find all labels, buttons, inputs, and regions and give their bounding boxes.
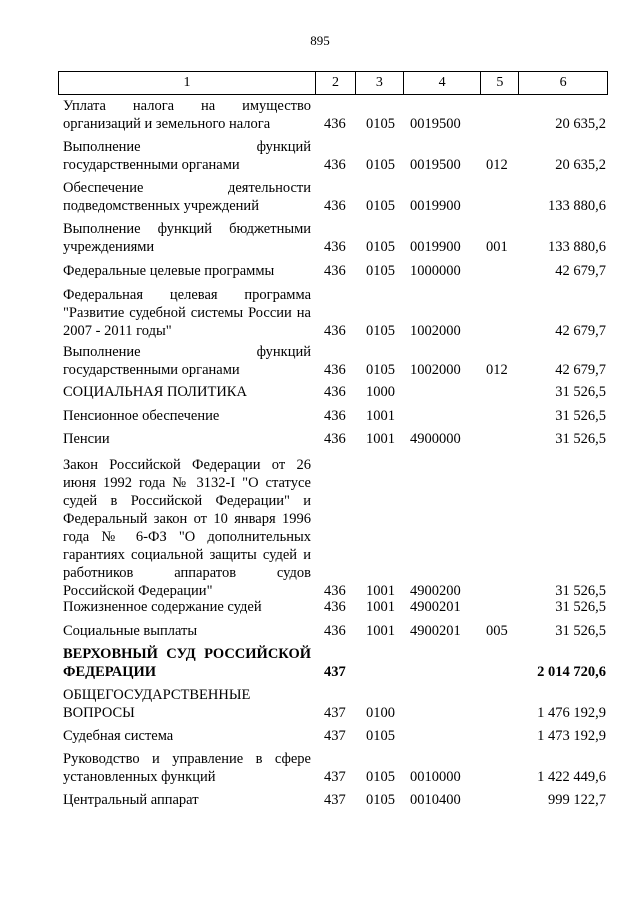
page-number: 895: [310, 33, 330, 48]
row-amount: 1 422 449,6: [537, 769, 606, 785]
row-name: Уплата налога на имущество организаций и земельного налога: [63, 98, 311, 132]
row-name: Социальные выплаты: [63, 623, 198, 639]
table-row: [58, 97, 608, 133]
row-name: Закон Российской Федерации от 26 июня 1992 года № 3132-I "О статусе судей в Российской Федерации" и Федеральный закон от 10 января 1996 года № 6-ФЗ "О дополнительных гарантиях социальной защиты судей и работников аппаратов судов Российской Федерации": [63, 457, 311, 599]
row-name: Федеральные целевые программы: [63, 263, 275, 279]
row-ministry-code: 436: [324, 323, 346, 339]
row-section-code: 1001: [366, 431, 395, 447]
row-amount: 42 679,7: [555, 263, 606, 279]
row-amount: 31 526,5: [555, 408, 606, 424]
row-ministry-code: 436: [324, 263, 346, 279]
row-amount: 20 635,2: [555, 116, 606, 132]
row-ministry-code: 436: [324, 384, 346, 400]
column-header-6: 6: [559, 75, 567, 90]
row-target-item: 1002000: [410, 362, 461, 378]
row-ministry-code: 436: [324, 198, 346, 214]
table-header: [58, 71, 608, 95]
table-row: [58, 456, 608, 600]
row-ministry-code: 436: [324, 599, 346, 615]
row-name: Пожизненное содержание судей: [63, 599, 262, 615]
column-header-5: 5: [481, 72, 519, 94]
table-row: [58, 407, 608, 425]
row-section-code: 0100: [366, 705, 395, 721]
table-row: [58, 622, 608, 640]
row-ministry-code: 437: [324, 705, 346, 721]
row-section-code: 0105: [366, 157, 395, 173]
row-target-item: 4900201: [410, 599, 461, 615]
row-target-item: 1000000: [410, 263, 461, 279]
row-name: Федеральная целевая программа "Развитие судебной системы России на 2007 - 2011 годы": [63, 287, 311, 339]
row-name: Выполнение функций государственными органами: [63, 344, 311, 378]
row-ministry-code: 437: [324, 769, 346, 785]
row-ministry-code: 436: [324, 116, 346, 132]
table-row: [58, 262, 608, 280]
row-expense-type: 001: [486, 239, 508, 255]
row-expense-type: 012: [486, 362, 508, 378]
row-target-item: 4900000: [410, 431, 461, 447]
row-amount: 133 880,6: [548, 239, 606, 255]
row-section-code: 0105: [366, 362, 395, 378]
row-target-item: 0019900: [410, 198, 461, 214]
row-name: Выполнение функций государственными органами: [63, 139, 311, 173]
row-expense-type: 012: [486, 157, 508, 173]
row-amount: 42 679,7: [555, 362, 606, 378]
row-section-code: 0105: [366, 792, 395, 808]
row-amount: 1 476 192,9: [537, 705, 606, 721]
row-target-item: 0019900: [410, 239, 461, 255]
row-name: СОЦИАЛЬНАЯ ПОЛИТИКА: [63, 384, 247, 400]
row-ministry-code: 436: [324, 362, 346, 378]
row-amount: 20 635,2: [555, 157, 606, 173]
row-name: ОБЩЕГОСУДАРСТВЕННЫЕ ВОПРОСЫ: [63, 687, 251, 721]
row-name: Центральный аппарат: [63, 792, 199, 808]
row-name: Руководство и управление в сфере установленных функций: [63, 751, 311, 785]
row-name: Судебная система: [63, 728, 174, 744]
row-section-code: 1001: [366, 599, 395, 615]
row-name: ВЕРХОВНЫЙ СУД РОССИЙСКОЙ ФЕДЕРАЦИИ: [63, 646, 311, 680]
table-row: [58, 220, 608, 256]
column-header-2: 2: [316, 72, 356, 94]
table-row: [58, 286, 608, 340]
row-section-code: 0105: [366, 198, 395, 214]
row-amount: 31 526,5: [555, 384, 606, 400]
row-section-code: 0105: [366, 239, 395, 255]
table-row: [58, 791, 608, 809]
row-expense-type: 005: [486, 623, 508, 639]
row-section-code: 0105: [366, 323, 395, 339]
table-row: [58, 430, 608, 448]
row-section-code: 1000: [366, 384, 395, 400]
row-name: Выполнение функций бюджетными учреждениями: [63, 221, 311, 255]
row-target-item: 0010400: [410, 792, 461, 808]
row-target-item: 0010000: [410, 769, 461, 785]
row-section-code: 1001: [366, 408, 395, 424]
column-header-4: 4: [404, 72, 482, 94]
row-amount: 42 679,7: [555, 323, 606, 339]
row-section-code: 0105: [366, 116, 395, 132]
row-amount: 133 880,6: [548, 198, 606, 214]
row-ministry-code: 437: [324, 792, 346, 808]
row-ministry-code: 436: [324, 157, 346, 173]
table-row: [58, 645, 608, 681]
row-amount: 2 014 720,6: [537, 664, 606, 680]
row-ministry-code: 437: [324, 728, 346, 744]
row-name: Обеспечение деятельности подведомственных учреждений: [63, 180, 311, 214]
row-amount: 31 526,5: [555, 583, 606, 599]
row-section-code: 1001: [366, 623, 395, 639]
table-row: [58, 686, 608, 722]
row-name: Пенсионное обеспечение: [63, 408, 220, 424]
row-target-item: 4900200: [410, 583, 461, 599]
row-ministry-code: 436: [324, 623, 346, 639]
column-header-3: 3: [356, 72, 404, 94]
table-row: [58, 138, 608, 174]
row-ministry-code: 436: [324, 431, 346, 447]
row-ministry-code: 436: [324, 583, 346, 599]
row-target-item: 4900201: [410, 623, 461, 639]
column-header-1: 1: [59, 72, 316, 94]
row-amount: 999 122,7: [548, 792, 606, 808]
table-row: [58, 343, 608, 379]
row-section-code: 1001: [366, 583, 395, 599]
row-target-item: 1002000: [410, 323, 461, 339]
table-row: [58, 750, 608, 786]
row-target-item: 0019500: [410, 157, 461, 173]
row-amount: 31 526,5: [555, 623, 606, 639]
row-name: Пенсии: [63, 431, 110, 447]
row-ministry-code: 436: [324, 408, 346, 424]
table-row: [58, 179, 608, 215]
table-row: [58, 598, 608, 616]
row-section-code: 0105: [366, 728, 395, 744]
row-amount: 1 473 192,9: [537, 728, 606, 744]
row-target-item: 0019500: [410, 116, 461, 132]
row-amount: 31 526,5: [555, 431, 606, 447]
table-row: [58, 383, 608, 401]
row-section-code: 0105: [366, 769, 395, 785]
row-section-code: 0105: [366, 263, 395, 279]
row-ministry-code: 437: [324, 664, 346, 680]
row-ministry-code: 436: [324, 239, 346, 255]
table-row: [58, 727, 608, 745]
row-amount: 31 526,5: [555, 599, 606, 615]
